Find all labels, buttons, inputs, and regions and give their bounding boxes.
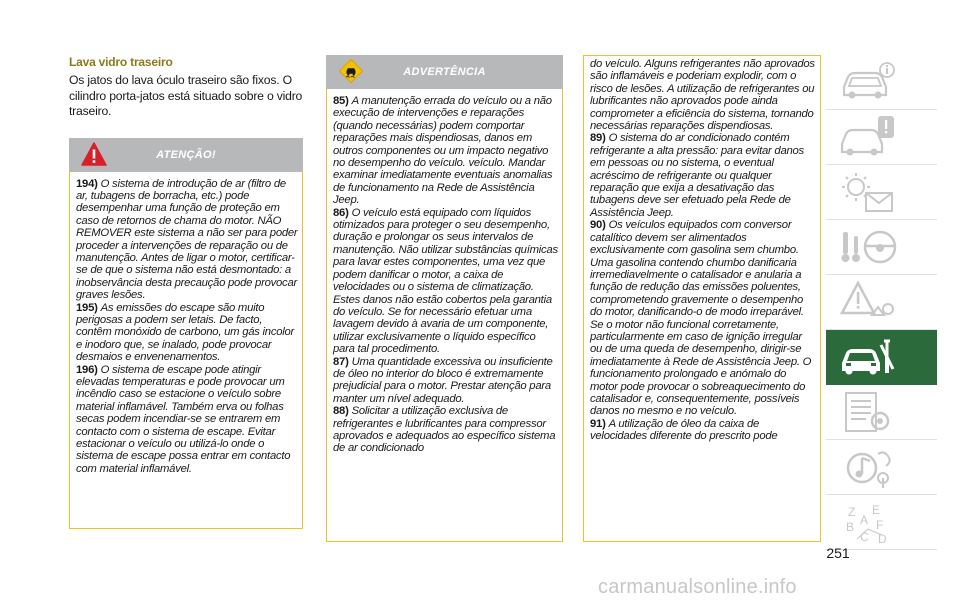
sidebar-item-vehicle[interactable] [826, 55, 937, 110]
note-number: 194) [76, 177, 98, 190]
caution-notes [70, 172, 302, 482]
note-91 [590, 418, 816, 443]
note-88 [333, 405, 558, 455]
note-number: 88) [333, 405, 349, 418]
steering-controls-icon [838, 224, 898, 270]
note-number: 195) [76, 301, 98, 314]
caution-title: ATENÇÃO! [156, 148, 216, 161]
note-86 [333, 207, 558, 356]
note-text: A manutenção errada do veículo ou a não execução de intervenções e reparações (quando necessárias) podem comportar reparações mais dispendiosas, danos em outros componentes ou um impacto negativo no desempenho do veículo. veículo. Mandar examinar imediatamente eventuais anomalias de funcionamento na Rede de Assistência Jeep. [333, 95, 553, 207]
note-195 [76, 302, 298, 364]
lights-message-icon [838, 169, 898, 215]
car-info-icon [838, 59, 898, 105]
note-number: 87) [333, 355, 349, 368]
specifications-icon [838, 389, 898, 435]
section-title: Lava vidro traseiro [69, 55, 173, 69]
column-3 [583, 55, 821, 542]
note-text: O sistema de introdução de ar (filtro de ar, tubagens de borracha, etc.) pode desempenhar uma função de proteção em caso de retornos de chama do motor. NÃO REMOVER este sistema a não ser para poder proceder a intervenções de reparação ou de manutenção. Antes de ligar o motor, certificar-se de que o sistema não está desmontado: a inobservância desta precaução pode provocar graves lesões. [76, 177, 298, 302]
index-icon [838, 499, 898, 545]
note-text: As emissões do escape são muito perigosas a podem ser letais. De facto, contêm monóxido de carbono, um gás incolor e inodoro que, se inalado, pode provocar desmaios e envenenamentos. [76, 301, 295, 364]
sidebar-item-index[interactable] [826, 495, 937, 550]
note-text: Solicitar a utilização exclusiva de refrigerantes e lubrificantes para compressor aprovados e adequados ao específico sistema de ar condicionado [333, 405, 556, 455]
note-number: 91) [590, 417, 606, 430]
warning-header [326, 55, 563, 89]
note-text: O veículo está equipado com líquidos otimizados para proteger o seu desempenho, duração e prolongar os seus intervalos de manutenção. Não utilizar substâncias químicas para lavar estes componentes, uma vez que podem danificar o motor, a caixa de velocidades ou o sistema de climatização. Estes danos não estão cobertos pela garantia do veículo. Se for necessário efetuar uma lavagem devido à avaria de um componente, utilizar exclusivamente o líquido específico para tal procedimento. [333, 206, 558, 356]
warning-box [326, 55, 563, 542]
note-87 [333, 356, 558, 406]
sidebar-item-maintenance[interactable] [826, 330, 937, 385]
warning-title: ADVERTÊNCIA [403, 66, 486, 78]
svg-text:D: D [878, 532, 887, 545]
column-2 [326, 55, 563, 542]
sidebar-item-specifications[interactable] [826, 385, 937, 440]
note-196 [76, 364, 298, 476]
car-warning-icon [838, 114, 898, 160]
page-number: 251 [826, 545, 850, 561]
note-90 [590, 219, 816, 418]
sidebar-item-emergency[interactable] [826, 275, 937, 330]
continued-notes [584, 56, 820, 449]
note-number: 196) [76, 363, 98, 376]
section-body: Os jatos do lava óculo traseiro são fixos. O cilindro porta-jatos está situado sobre o vidro traseiro. [69, 73, 303, 118]
sidebar-item-lights[interactable] [826, 165, 937, 220]
svg-text:E: E [872, 503, 881, 517]
note-number: 86) [333, 206, 349, 219]
note-text: Uma quantidade excessiva ou insuficiente de óleo no interior do bloco é extremamente prejudicial para o motor. Prestar atenção para manter um nível adequado. [333, 355, 553, 405]
caution-header [69, 138, 303, 172]
emergency-triangle-icon [838, 279, 898, 325]
note-89 [590, 132, 816, 219]
note-text: O sistema de escape pode atingir elevadas temperaturas e pode provocar um incêndio caso se estacione o veículo sobre material inflamável. Também erva ou folhas secas podem incendiar-se se entrarem em contacto com o sistema de escape. Evitar estacionar o veículo ou utilizá-lo onde o sistema de escape possa entrar em contacto com material inflamável. [76, 363, 291, 475]
car-maintenance-icon [838, 335, 898, 381]
svg-text:C: C [860, 530, 869, 544]
svg-text:B: B [846, 520, 855, 534]
warning-notes [327, 89, 562, 461]
note-number: 85) [333, 95, 349, 107]
sidebar-item-controls[interactable] [826, 220, 937, 275]
note-text: O sistema do ar condicionado contém refrigerante a alta pressão: para evitar danos em pessoas ou no sistema, o eventual acréscimo de refrigerante ou qualquer reparação que exija a desativação das tubagens deve ser efetuado pela Rede de Assistência Jeep. [590, 132, 804, 219]
warning-box-continued [583, 55, 821, 542]
svg-text:A: A [860, 513, 869, 527]
watermark-text[interactable]: carmanualsonline.info [598, 576, 797, 598]
note-text: do veículo. Alguns refrigerantes não aprovados são inflamáveis e poderiam explodir, com o risco de lesões. A utilização de refrigerantes ou lubrificantes não aprovados pode ainda comprometer a eficiência do sistema, tornando necessárias reparações dispendiosas. [590, 58, 815, 133]
sidebar-item-warnings[interactable] [826, 110, 937, 165]
svg-text:Z: Z [848, 505, 856, 519]
note-number: 90) [590, 219, 606, 232]
note-85 [333, 95, 558, 207]
chapter-sidebar [826, 55, 937, 550]
sidebar-item-multimedia[interactable] [826, 440, 937, 495]
note-194 [76, 178, 298, 302]
column-1 [69, 55, 303, 529]
note-text: Os veículos equipados com conversor catalítico devem ser alimentados exclusivamente com gasolina sem chumbo. Uma gasolina contendo chumbo danificaria irremediavelmente o catalisador e anularia a função de redução das emissões poluentes, comprometendo gravemente o desempenho do motor, danificando-o de modo irreparável. Se o motor não funcional corretamente, particularmente em caso de ignição irregular ou de uma queda de desempenho, dirigir-se imediatamente à Rede de Assistência Jeep. O funcionamento prolongado e anómalo do motor pode provocar o sobreaquecimento do catalisador e, consequentemente, possíveis danos no mesmo e no veículo. [590, 219, 812, 418]
note-88-continued [590, 58, 816, 132]
caution-box [69, 138, 303, 529]
svg-text:F: F [876, 518, 884, 532]
note-text: A utilização de óleo da caixa de velocidades diferente do prescrito pode [590, 417, 778, 443]
multimedia-icon [838, 444, 898, 490]
note-number: 89) [590, 132, 606, 145]
